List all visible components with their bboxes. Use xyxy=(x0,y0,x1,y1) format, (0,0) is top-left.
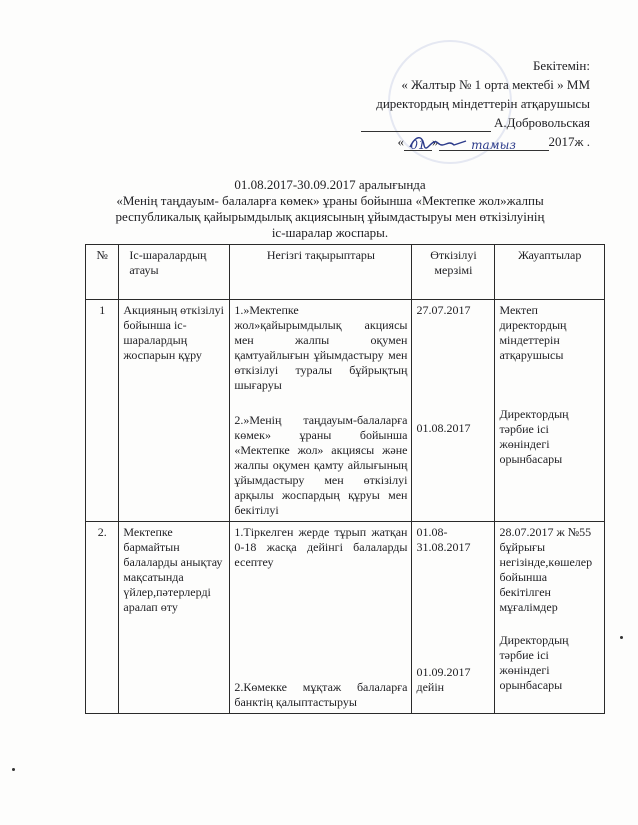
title-line-1: «Менің таңдауым- балаларға көмек» ұраны бойынша «Мектепке жол»жалпы xyxy=(116,193,544,208)
title-period: 01.08.2017-30.09.2017 аралығында xyxy=(234,177,426,192)
responsible-item: 28.07.2017 ж №55 бұйрығы негізінде,көшелер бойынша бекітілген мұғалімдер xyxy=(499,525,593,614)
row-dates xyxy=(412,300,495,522)
topic-item: 1.Тіркелген жерде тұрып жатқан 0-18 жасқа дейінгі балаларды есептеу xyxy=(234,525,408,569)
table-row xyxy=(86,522,605,714)
row-num: 2. xyxy=(86,522,119,714)
date-item: 01.08-31.08.2017 xyxy=(416,525,471,554)
activity-plan-table xyxy=(85,244,605,714)
row-topics xyxy=(230,522,412,714)
date-quote-close: » xyxy=(432,134,439,149)
header-responsible: Жауаптылар xyxy=(495,245,605,300)
director-position: директордың міндеттерін атқарушысы xyxy=(376,96,590,111)
date-item: 27.07.2017 xyxy=(416,303,471,317)
header-num: № xyxy=(86,245,119,300)
row-responsible xyxy=(495,300,605,522)
table-header-row xyxy=(86,245,605,300)
signature-line xyxy=(270,113,590,132)
row-dates xyxy=(412,522,495,714)
scan-speck xyxy=(620,636,623,639)
school-name: « Жалтыр № 1 орта мектебі » ММ xyxy=(401,77,590,92)
row-activity: Мектепке бармайтын балаларды анықтау мақсатында үйлер,пәтерлерді аралап өту xyxy=(119,522,230,714)
title-line-2: республикалық қайырымдылық акциясының ұйымдастыруы мен өткізілуінің xyxy=(115,209,545,224)
header-date: Өткізілуі мерзімі xyxy=(412,245,495,300)
date-day: 01 xyxy=(404,136,432,151)
date-month: тамыз xyxy=(439,136,549,151)
topic-item: 2.»Менің таңдауым-балаларға көмек» ұраны бойынша «Мектепке жол» акциясы және жалпы оқумен қамту айлығының ұйымдастыру мен өткізілуі арқылы жоспардың құруы мен бекітілуі xyxy=(234,413,408,517)
approved-label: Бекітемін: xyxy=(532,58,590,73)
document-title xyxy=(60,177,600,241)
topic-item: 2.Көмекке мұқтаж балаларға банктің қалыптастыруы xyxy=(234,680,408,709)
row-responsible xyxy=(495,522,605,714)
handwritten-signature xyxy=(408,133,468,151)
date-item: 01.09.2017 дейін xyxy=(416,665,471,694)
header-activity: Іс-шаралардың атауы xyxy=(119,245,230,300)
responsible-item: Директордың тәрбие ісі жөніндегі орынбасары xyxy=(499,407,569,466)
responsible-item: Мектеп директордың міндеттерін атқарушысы xyxy=(499,303,567,362)
row-topics xyxy=(230,300,412,522)
responsible-item: Директордың тәрбие ісі жөніндегі орынбасары xyxy=(499,633,569,692)
topic-item: 1.»Мектепке жол»қайырымдылық акциясы мен жалпы оқумен қамтуайлығын ұйымдастыру мен өткізілуі туралы бұйрықтың шығаруы xyxy=(234,303,408,392)
header-topics: Негізгі тақырыптары xyxy=(230,245,412,300)
signature-blank xyxy=(361,117,491,132)
date-year: 2017ж . xyxy=(548,134,590,149)
row-num: 1 xyxy=(86,300,119,522)
date-quote-open: « xyxy=(397,134,405,149)
scan-speck xyxy=(12,768,15,771)
row-activity: Акцияның өткізілуі бойынша іс-шаралардың жоспарын құру xyxy=(119,300,230,522)
director-name: А.Добровольская xyxy=(493,115,590,130)
date-item: 01.08.2017 xyxy=(416,421,471,435)
title-line-3: іс-шаралар жоспары. xyxy=(271,225,389,240)
table-row xyxy=(86,300,605,522)
